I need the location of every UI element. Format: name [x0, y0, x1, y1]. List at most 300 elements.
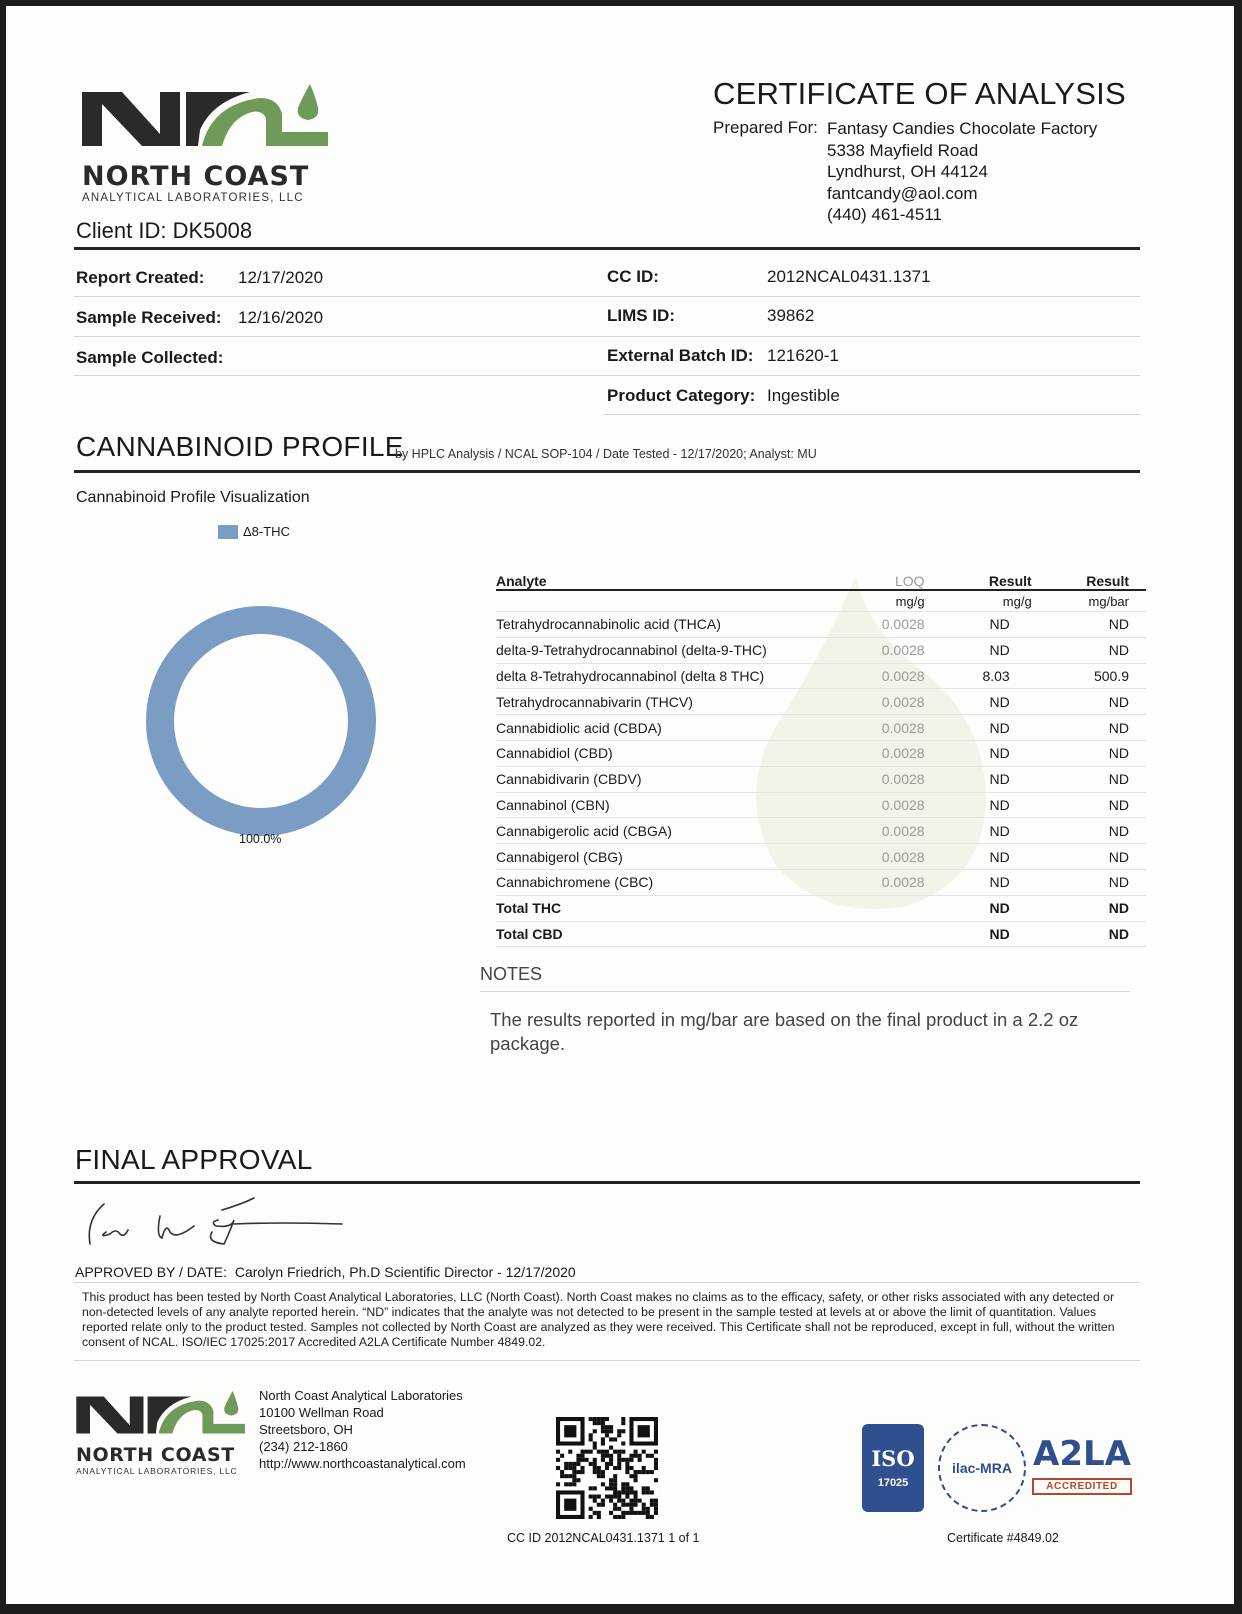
qr-module: [634, 1478, 638, 1482]
qr-module: [589, 1486, 593, 1490]
qr-module: [572, 1462, 576, 1466]
qr-module: [576, 1462, 580, 1466]
qr-module: [621, 1421, 625, 1425]
total-row: [496, 895, 1146, 921]
table-row: [496, 740, 1146, 766]
qr-module: [609, 1478, 613, 1482]
qr-module: [642, 1486, 646, 1490]
analyte-loq: 0.0028: [863, 844, 924, 870]
analyte-loq: 0.0028: [863, 612, 924, 638]
product-category-value: Ingestible: [767, 386, 840, 405]
certificate-page: [6, 6, 1234, 1604]
qr-module: [654, 1499, 658, 1503]
qr-module: [572, 1474, 576, 1478]
sample-received-label: Sample Received:: [76, 308, 222, 327]
qr-module: [597, 1503, 601, 1507]
analyte-result-mgg: ND: [925, 792, 1032, 818]
qr-module: [621, 1450, 625, 1454]
external-batch-id-label: External Batch ID:: [607, 346, 754, 365]
qr-module: [625, 1470, 629, 1474]
qr-module: [593, 1486, 597, 1490]
qr-module: [609, 1454, 613, 1458]
qr-module: [576, 1454, 580, 1458]
analyte-loq: 0.0028: [863, 715, 924, 741]
table-row: [496, 612, 1146, 638]
logo-subtitle: ANALYTICAL LABORATORIES, LLC: [82, 192, 304, 204]
qr-module: [617, 1499, 621, 1503]
lab-phone: (234) 212-1860: [259, 1439, 348, 1454]
iso-badge-number: 17025: [877, 1477, 909, 1489]
qr-module: [564, 1462, 568, 1466]
analyte-name: delta 8-Tetrahydrocannabinol (delta 8 THC): [496, 663, 863, 689]
external-batch-id-value: 121620-1: [767, 346, 839, 365]
qr-module: [597, 1495, 601, 1499]
qr-module: [613, 1515, 617, 1519]
qr-module: [617, 1507, 621, 1511]
qr-module: [605, 1433, 609, 1437]
qr-module: [634, 1503, 638, 1507]
qr-module: [597, 1511, 601, 1515]
client-id: Client ID: DK5008: [76, 218, 253, 243]
notes-text: The results reported in mg/bar are based on the final product in a 2.2 oz package.: [490, 1009, 1079, 1054]
qr-module: [589, 1462, 593, 1466]
qr-module: [634, 1474, 638, 1478]
qr-module: [589, 1417, 593, 1421]
qr-module: [568, 1466, 572, 1470]
qr-module: [605, 1466, 609, 1470]
notes-title: NOTES: [480, 964, 543, 984]
qr-module: [642, 1511, 646, 1515]
total-loq: [863, 895, 924, 921]
qr-module: [646, 1511, 650, 1515]
qr-module: [601, 1450, 605, 1454]
analyte-result-mgg: ND: [925, 766, 1032, 792]
qr-module: [638, 1470, 642, 1474]
qr-module: [572, 1470, 576, 1474]
ilac-badge-text: ilac-MRA: [952, 1460, 1012, 1476]
analyte-loq: 0.0028: [863, 818, 924, 844]
total-result-mgg: ND: [925, 895, 1032, 921]
cc-id-value: 2012NCAL0431.1371: [767, 267, 931, 286]
total-result-mgbar: ND: [1032, 921, 1146, 947]
qr-module: [621, 1499, 625, 1503]
approval-line-divider: [74, 1282, 1140, 1283]
qr-module: [593, 1441, 597, 1445]
analyte-result-mgg: ND: [925, 715, 1032, 741]
total-name: Total THC: [496, 895, 863, 921]
qr-module: [593, 1417, 597, 1421]
section-divider: [74, 470, 1140, 473]
sample-collected-label: Sample Collected:: [76, 348, 224, 367]
qr-module: [646, 1490, 650, 1494]
qr-module: [560, 1474, 564, 1478]
qr-module: [621, 1515, 625, 1519]
qr-module: [593, 1462, 597, 1466]
qr-module: [593, 1511, 597, 1515]
qr-module: [650, 1470, 654, 1474]
qr-module: [609, 1425, 613, 1429]
qr-module: [609, 1437, 613, 1441]
qr-module: [564, 1425, 576, 1437]
lab-name: North Coast Analytical Laboratories: [259, 1388, 463, 1403]
qr-module: [601, 1437, 605, 1441]
qr-module: [617, 1515, 621, 1519]
qr-module: [560, 1470, 564, 1474]
client-phone: (440) 461-4511: [827, 205, 942, 225]
qr-module: [605, 1429, 609, 1433]
qr-module: [613, 1474, 617, 1478]
qr-module: [585, 1458, 589, 1462]
donut-chart: [136, 596, 386, 846]
slice-data-label: 100.0%: [239, 832, 282, 846]
qr-module: [593, 1446, 597, 1450]
analyte-name: Cannabigerolic acid (CBGA): [496, 818, 863, 844]
qr-module: [613, 1466, 617, 1470]
qr-module: [646, 1454, 650, 1458]
qr-module: [580, 1454, 584, 1458]
qr-module: [638, 1425, 650, 1437]
analyte-loq: 0.0028: [863, 869, 924, 895]
qr-module: [568, 1474, 572, 1478]
product-category-label: Product Category:: [607, 386, 756, 405]
qr-module: [617, 1490, 621, 1494]
lab-website-link[interactable]: http://www.northcoastanalytical.com: [259, 1456, 466, 1471]
table-row: [496, 715, 1146, 741]
qr-module: [601, 1482, 605, 1486]
qr-module: [638, 1454, 642, 1458]
lims-id-label: LIMS ID:: [607, 306, 675, 325]
col-loq: LOQ: [863, 571, 924, 590]
qr-module: [617, 1450, 621, 1454]
row-divider: [74, 296, 1140, 297]
qr-module: [646, 1507, 650, 1511]
qr-module: [564, 1499, 576, 1511]
qr-module: [617, 1454, 621, 1458]
qr-module: [609, 1511, 613, 1515]
qr-module: [629, 1454, 633, 1458]
chart-legend: [218, 524, 290, 539]
qr-module: [593, 1458, 597, 1462]
a2la-badge-title: A2LA: [1033, 1434, 1131, 1474]
qr-module: [613, 1437, 617, 1441]
qr-module: [605, 1486, 609, 1490]
qr-module: [601, 1458, 605, 1462]
analyte-table: [496, 571, 1146, 947]
qr-module: [634, 1511, 638, 1515]
qr-module: [605, 1417, 609, 1421]
qr-module: [597, 1515, 601, 1519]
analyte-result-mgbar: ND: [1032, 844, 1146, 870]
footer-logo-mark: [76, 1391, 248, 1439]
approval-divider: [74, 1181, 1140, 1184]
qr-module: [634, 1470, 638, 1474]
qr-module: [572, 1482, 576, 1486]
total-name: Total CBD: [496, 921, 863, 947]
qr-module: [625, 1486, 629, 1490]
units-row: [496, 590, 1146, 612]
qr-module: [605, 1462, 609, 1466]
analyte-result-mgg: ND: [925, 689, 1032, 715]
qr-module: [609, 1446, 613, 1450]
qr-module: [556, 1458, 560, 1462]
qr-module: [601, 1503, 605, 1507]
analyte-result-mgbar: ND: [1032, 637, 1146, 663]
qr-module: [580, 1466, 584, 1470]
table-row: [496, 766, 1146, 792]
qr-module: [638, 1458, 642, 1462]
qr-module: [654, 1478, 658, 1482]
qr-module: [576, 1478, 580, 1482]
analyte-result-mgbar: ND: [1032, 740, 1146, 766]
accredited-label: ACCREDITED: [1032, 1478, 1132, 1495]
analyte-name: delta-9-Tetrahydrocannabinol (delta-9-THC): [496, 637, 863, 663]
qr-module: [621, 1482, 625, 1486]
qr-module: [580, 1458, 584, 1462]
lab-street: 10100 Wellman Road: [259, 1405, 384, 1420]
lab-city: Streetsboro, OH: [259, 1422, 353, 1437]
row-divider: [604, 414, 1140, 415]
footer-address: [259, 1387, 466, 1472]
qr-module: [589, 1515, 593, 1519]
qr-module: [593, 1421, 597, 1425]
qr-module: [642, 1503, 646, 1507]
table-row: [496, 869, 1146, 895]
total-result-mgg: ND: [925, 921, 1032, 947]
analyte-name: Cannabigerol (CBG): [496, 844, 863, 870]
analyte-result-mgbar: ND: [1032, 689, 1146, 715]
client-email[interactable]: fantcandy@aol.com: [827, 183, 978, 203]
qr-module: [568, 1450, 572, 1454]
qr-module: [585, 1450, 589, 1454]
analyte-result-mgg: ND: [925, 844, 1032, 870]
qr-module: [613, 1503, 617, 1507]
qr-module: [568, 1462, 572, 1466]
legend-swatch: [218, 525, 238, 539]
qr-module: [642, 1466, 646, 1470]
qr-module: [601, 1474, 605, 1478]
qr-module: [609, 1482, 613, 1486]
qr-module: [589, 1433, 593, 1437]
disclaimer-divider: [74, 1360, 1140, 1361]
header-divider: [74, 247, 1140, 250]
qr-module: [601, 1499, 605, 1503]
qr-module: [625, 1482, 629, 1486]
table-row: [496, 663, 1146, 689]
footer-cc-id: CC ID 2012NCAL0431.1371 1 of 1: [507, 1531, 700, 1545]
table-row: [496, 637, 1146, 663]
qr-module: [646, 1515, 650, 1519]
qr-module: [589, 1450, 593, 1454]
qr-module: [650, 1499, 654, 1503]
analyte-result-mgbar: ND: [1032, 715, 1146, 741]
col-result-mgbar: Result: [1032, 571, 1146, 590]
qr-module: [601, 1470, 605, 1474]
qr-module: [597, 1417, 601, 1421]
qr-module: [634, 1454, 638, 1458]
qr-module: [654, 1466, 658, 1470]
ncal-logo-mark: [82, 84, 332, 154]
qr-module: [650, 1503, 654, 1507]
viz-title: Cannabinoid Profile Visualization: [76, 489, 310, 506]
qr-module: [597, 1450, 601, 1454]
analyte-loq: 0.0028: [863, 663, 924, 689]
qr-module: [621, 1441, 625, 1445]
total-row: [496, 921, 1146, 947]
qr-module: [634, 1495, 638, 1499]
qr-module: [642, 1490, 646, 1494]
qr-module: [605, 1454, 609, 1458]
qr-module: [617, 1429, 621, 1433]
qr-module: [613, 1478, 617, 1482]
analyte-name: Cannabinol (CBN): [496, 792, 863, 818]
analyte-loq: 0.0028: [863, 792, 924, 818]
qr-module: [646, 1486, 650, 1490]
table-header-row: [496, 571, 1146, 590]
qr-module: [617, 1495, 621, 1499]
analyte-result-mgbar: ND: [1032, 818, 1146, 844]
notes-divider: [480, 991, 1130, 992]
qr-module: [629, 1507, 633, 1511]
lims-id-value: 39862: [767, 306, 815, 325]
units-blank: [496, 590, 863, 612]
table-row: [496, 844, 1146, 870]
footer-logo-subtitle: ANALYTICAL LABORATORIES, LLC: [76, 1466, 238, 1476]
qr-module: [564, 1466, 568, 1470]
qr-module: [617, 1433, 621, 1437]
table-row: [496, 689, 1146, 715]
qr-module: [629, 1503, 633, 1507]
iso-badge-title: ISO: [871, 1446, 915, 1471]
table-row: [496, 792, 1146, 818]
approved-by-label: APPROVED BY / DATE:: [75, 1264, 227, 1280]
qr-module: [625, 1490, 629, 1494]
qr-module: [654, 1507, 658, 1511]
report-created-value: 12/17/2020: [238, 268, 324, 287]
qr-module: [609, 1429, 613, 1433]
final-approval-title: FINAL APPROVAL: [75, 1144, 313, 1175]
qr-module: [613, 1450, 617, 1454]
qr-module: [601, 1417, 605, 1421]
prepared-for-label: Prepared For:: [713, 118, 818, 137]
qr-module: [589, 1495, 593, 1499]
analyte-loq: 0.0028: [863, 740, 924, 766]
qr-module: [642, 1507, 646, 1511]
logo-name: NORTH COAST: [82, 161, 310, 192]
qr-module: [621, 1490, 625, 1494]
qr-module: [601, 1421, 605, 1425]
qr-module: [634, 1450, 638, 1454]
qr-module: [621, 1511, 625, 1515]
disclaimer: This product has been tested by North Coast Analytical Laboratories, LLC (North Coast). North Coast makes no claims as to the efficacy, safety, or other risks associated with any detected or non-detected levels of any analyte reported herein. “ND” indicates that the analyte was not detected to be present in the sample tested at levels at or above the limit of quantitation. Values reported relate only to the product tested. Samples not collected by North Coast are analyzed as they were received. This Certificate shall not be reproduced, except in full, without the written consent of NCAL. ISO/IEC 17025:2017 Accredited A2LA Certificate Number 4849.02.: [82, 1290, 1115, 1349]
qr-module: [601, 1425, 605, 1429]
signature: [82, 1192, 372, 1254]
qr-module: [617, 1458, 621, 1462]
qr-module: [613, 1507, 617, 1511]
unit-result-mgg: mg/g: [925, 590, 1032, 612]
analyte-result-mgbar: ND: [1032, 766, 1146, 792]
client-city: Lyndhurst, OH 44124: [827, 162, 988, 182]
qr-module: [621, 1458, 625, 1462]
qr-module: [597, 1470, 601, 1474]
qr-module: [597, 1466, 601, 1470]
analyte-result-mgg: ND: [925, 637, 1032, 663]
unit-loq: mg/g: [863, 590, 924, 612]
qr-module: [625, 1495, 629, 1499]
col-analyte: Analyte: [496, 571, 863, 590]
qr-module: [593, 1495, 597, 1499]
qr-module: [629, 1474, 633, 1478]
qr-module: [650, 1490, 654, 1494]
qr-module: [634, 1499, 638, 1503]
cannabinoid-profile-subtitle: by HPLC Analysis / NCAL SOP-104 / Date Tested - 12/17/2020; Analyst: MU: [395, 447, 817, 461]
analyte-result-mgbar: 500.9: [1032, 663, 1146, 689]
certificate-number: Certificate #4849.02: [947, 1531, 1059, 1545]
qr-module: [605, 1450, 609, 1454]
analyte-result-mgbar: ND: [1032, 792, 1146, 818]
a2la-badge: [1032, 1430, 1132, 1510]
footer-logo: [76, 1391, 248, 1476]
qr-module: [572, 1478, 576, 1482]
analyte-result-mgg: ND: [925, 818, 1032, 844]
qr-module: [605, 1495, 609, 1499]
client-street: 5338 Mayfield Road: [827, 140, 979, 160]
client-name: Fantasy Candies Chocolate Factory: [827, 119, 1098, 138]
qr-module: [593, 1429, 597, 1433]
iso-badge: [862, 1424, 924, 1512]
qr-module: [601, 1441, 605, 1445]
analyte-loq: 0.0028: [863, 637, 924, 663]
analyte-name: Tetrahydrocannabivarin (THCV): [496, 689, 863, 715]
qr-module: [593, 1470, 597, 1474]
qr-module: [625, 1503, 629, 1507]
qr-module: [597, 1474, 601, 1478]
qr-module: [609, 1462, 613, 1466]
analyte-result-mgg: ND: [925, 869, 1032, 895]
qr-module: [572, 1466, 576, 1470]
qr-module: [589, 1437, 593, 1441]
qr-module: [654, 1503, 658, 1507]
qr-module: [560, 1454, 564, 1458]
report-created-label: Report Created:: [76, 268, 205, 287]
qr-module: [621, 1429, 625, 1433]
qr-module: [576, 1458, 580, 1462]
qr-module: [593, 1499, 597, 1503]
qr-module: [629, 1490, 633, 1494]
qr-module: [654, 1462, 658, 1466]
qr-module: [650, 1454, 654, 1458]
qr-module: [629, 1499, 633, 1503]
analyte-loq: 0.0028: [863, 766, 924, 792]
qr-module: [642, 1470, 646, 1474]
qr-module: [625, 1458, 629, 1462]
qr-module: [613, 1482, 617, 1486]
qr-module: [564, 1482, 568, 1486]
qr-module: [605, 1425, 609, 1429]
analyte-loq: 0.0028: [863, 689, 924, 715]
donut-slice-0: [160, 620, 362, 822]
document-title: CERTIFICATE OF ANALYSIS: [713, 76, 1126, 111]
analyte-name: Cannabichromene (CBC): [496, 869, 863, 895]
qr-module: [609, 1495, 613, 1499]
qr-module: [556, 1466, 560, 1470]
qr-module: [556, 1482, 560, 1486]
analyte-result-mgg: ND: [925, 740, 1032, 766]
qr-module: [580, 1450, 584, 1454]
col-result-mgg: Result: [925, 571, 1032, 590]
qr-module: [556, 1450, 560, 1454]
analyte-name: Cannabidiolic acid (CBDA): [496, 715, 863, 741]
qr-module: [601, 1429, 605, 1433]
